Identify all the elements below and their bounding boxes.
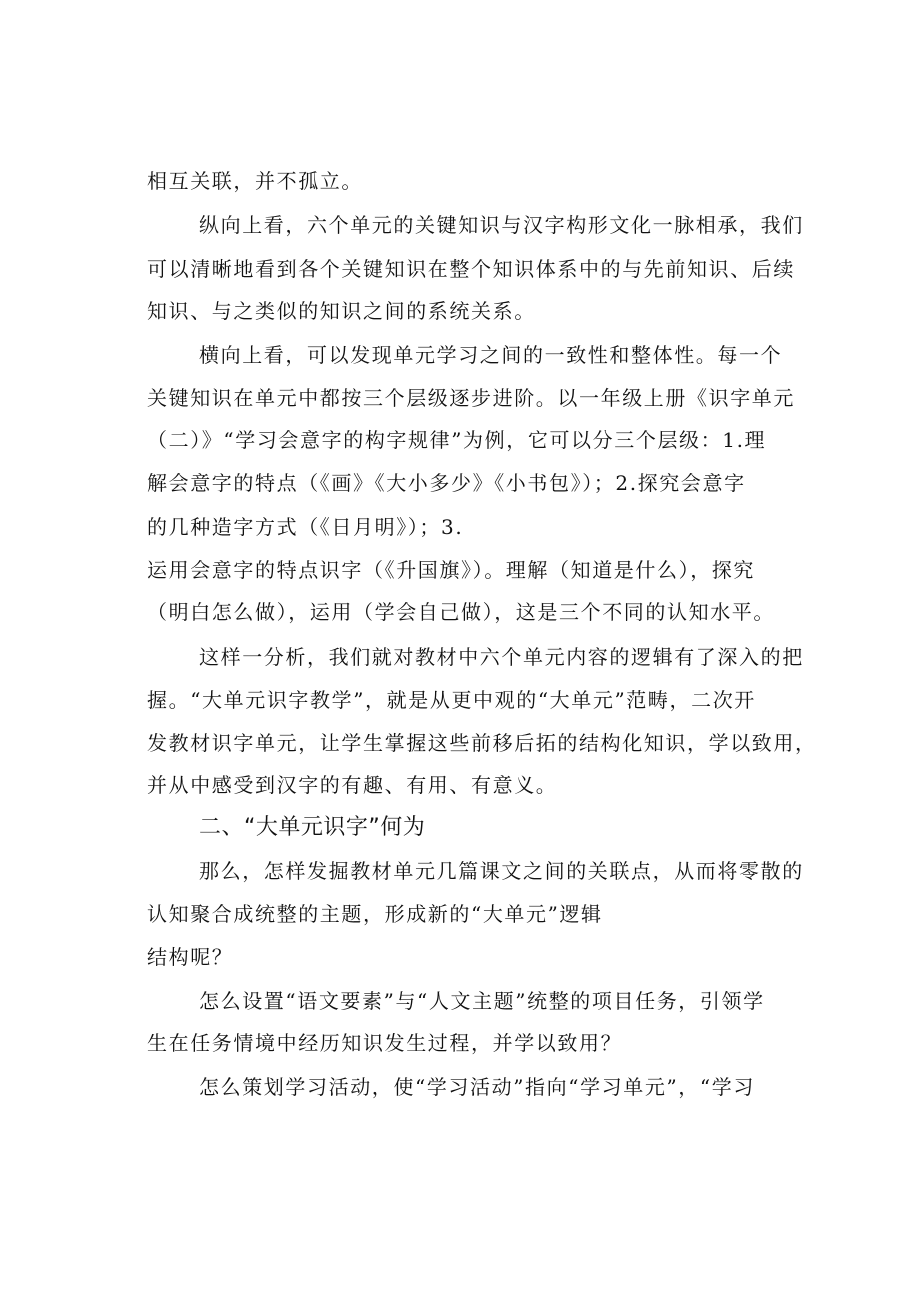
paragraph-line: 那么，怎样发掘教材单元几篇课文之间的关联点，从而将零散的	[199, 859, 804, 883]
section-heading: 二、“大单元识字”何为	[199, 815, 426, 840]
paragraph-line: 怎么设置“语文要素”与“人文主题”统整的项目任务，引领学	[199, 989, 765, 1013]
paragraph-line: 并从中感受到汉字的有趣、有用、有意义。	[147, 773, 558, 797]
paragraph-line: 握。“大单元识字教学”，就是从更中观的“大单元”范畴，二次开	[147, 688, 756, 712]
paragraph-line: （明白怎么做），运用（学会自己做），这是三个不同的认知水平。	[147, 600, 775, 624]
paragraph-line: 结构呢？	[147, 945, 234, 969]
paragraph-line: 怎么策划学习活动，使“学习活动”指向“学习单元”，“学习	[199, 1075, 755, 1099]
paragraph-line: 横向上看，可以发现单元学习之间的一致性和整体性。每一个	[199, 343, 783, 367]
paragraph-line: 生在任务情境中经历知识发生过程，并学以致用？	[147, 1031, 623, 1055]
paragraph-line: 相互关联，并不孤立。	[147, 169, 363, 193]
paragraph-line: 关键知识在单元中都按三个层级逐步进阶。以一年级上册《识字单元	[147, 386, 795, 410]
paragraph-line: （二）》“学习会意字的构字规律”为例，它可以分三个层级：1.理	[147, 428, 767, 452]
paragraph-line: 的几种造字方式（《日月明》）；3.	[147, 515, 464, 539]
paragraph-line: 可以清晰地看到各个关键知识在整个知识体系中的与先前知识、后续	[147, 257, 795, 281]
paragraph-line: 发教材识字单元，让学生掌握这些前移后拓的结构化知识，学以致用，	[147, 731, 817, 755]
paragraph-line: 运用会意字的特点识字（《升国旗》）。理解（知道是什么），探究	[147, 558, 755, 582]
paragraph-line: 纵向上看，六个单元的关键知识与汉字构形文化一脉相承，我们	[199, 213, 804, 237]
paragraph-line: 解会意字的特点（《画》《大小多少》《小书包》）；2.探究会意字	[147, 471, 746, 495]
paragraph-line: 知识、与之类似的知识之间的系统关系。	[147, 299, 536, 323]
paragraph-line: 这样一分析，我们就对教材中六个单元内容的逻辑有了深入的把	[199, 645, 804, 669]
paragraph-line: 认知聚合成统整的主题，形成新的“大单元”逻辑	[147, 902, 603, 926]
